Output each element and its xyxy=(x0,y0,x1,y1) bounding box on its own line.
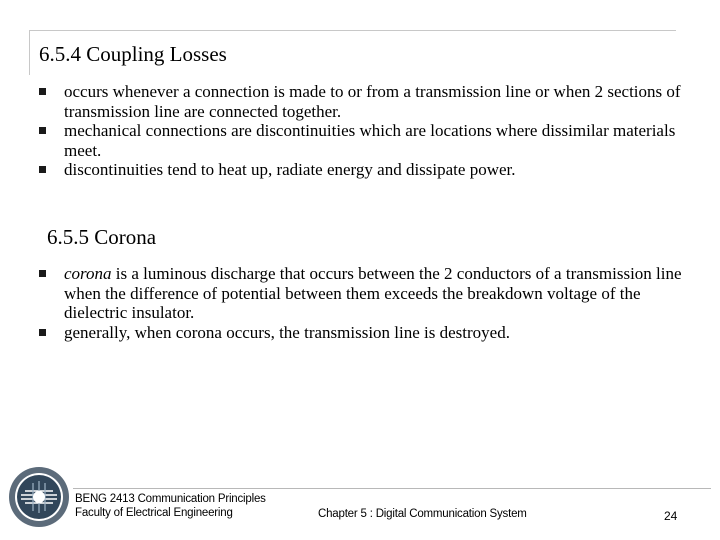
bullet-text: mechanical connections are discontinuities which are locations where dissimilar materials meet. xyxy=(64,121,676,160)
bullet-term: corona xyxy=(64,264,112,283)
bullet-text: discontinuities tend to heat up, radiate energy and dissipate power. xyxy=(64,160,516,179)
section-title: 6.5.5 Corona xyxy=(47,225,157,249)
square-bullet-icon xyxy=(39,88,46,95)
list-item xyxy=(0,323,704,343)
university-crest-icon xyxy=(7,465,71,529)
bullet-text: generally, when corona occurs, the transmission line is destroyed. xyxy=(64,322,510,342)
footer-rule xyxy=(73,488,711,489)
square-bullet-icon xyxy=(39,166,46,173)
course-name: BENG 2413 Communication Principles xyxy=(75,493,266,505)
list-item xyxy=(0,121,704,160)
footer-chapter: Chapter 5 : Digital Communication System xyxy=(318,508,527,520)
footer-course-info xyxy=(75,492,266,520)
square-bullet-icon xyxy=(39,329,46,336)
square-bullet-icon xyxy=(39,127,46,134)
list-item xyxy=(0,264,704,323)
coupling-losses-list xyxy=(0,82,704,180)
faculty-name: Faculty of Electrical Engineering xyxy=(75,507,233,519)
page-number: 24 xyxy=(664,509,678,523)
corona-list xyxy=(0,264,704,342)
bullet-text: is a luminous discharge that occurs between the 2 conductors of a transmission line when the difference of potential between them exceeds the breakdown voltage of the dielectric insulator. xyxy=(64,264,682,322)
list-item xyxy=(0,160,704,180)
bullet-text: occurs whenever a connection is made to or from a transmission line or when 2 sections of transmission line are connected together. xyxy=(64,82,681,121)
square-bullet-icon xyxy=(39,270,46,277)
list-item xyxy=(0,82,704,121)
slide-title: 6.5.4 Coupling Losses xyxy=(39,42,227,66)
